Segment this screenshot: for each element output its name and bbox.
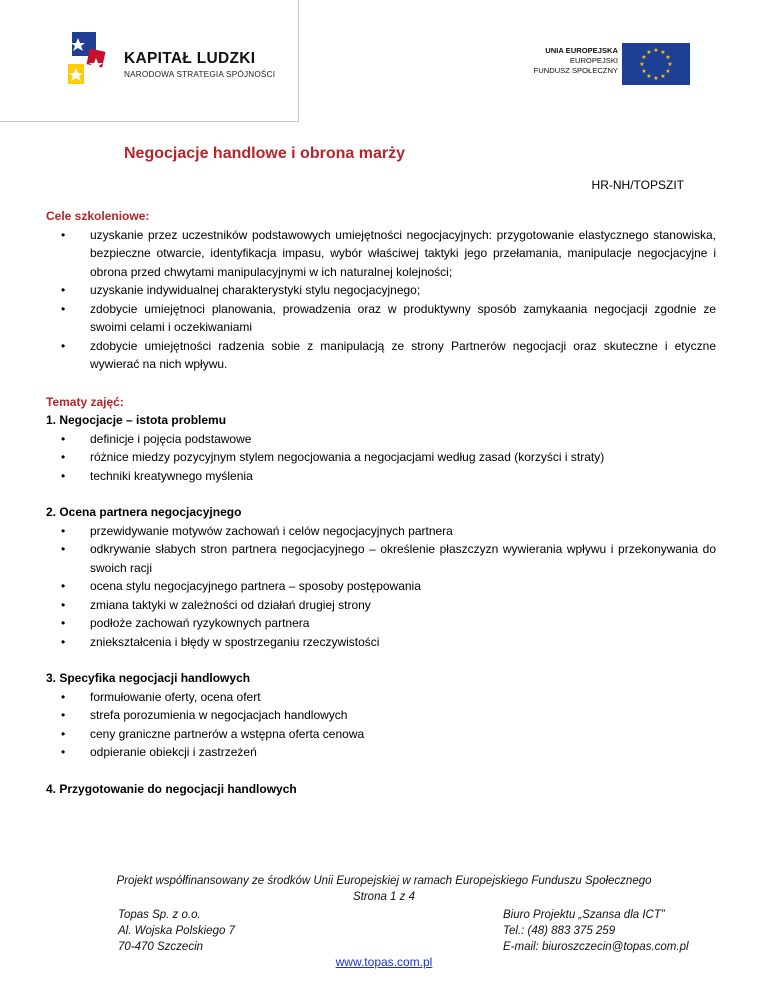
svg-text:★: ★	[653, 75, 659, 82]
document-title: Negocjacje handlowe i obrona marży	[124, 145, 405, 162]
list-item: • techniki kreatywnego myślenia	[46, 467, 716, 486]
list-item: • zdobycie umiejętności radzenia sobie z manipulacją ze strony Partnerów negocjacji oraz skuteczne i etyczne wywierać na nich wpływu.	[46, 337, 716, 374]
project-funding-note: Projekt współfinansowany ze środków Unii Europejskiej w ramach Europejskiego Funduszu Społecznego	[116, 875, 652, 887]
svg-text:★: ★	[646, 49, 652, 56]
list-item: • zniekształcenia i błędy w spostrzeganiu rzeczywistości	[46, 633, 716, 652]
section-title: 3. Specyfika negocjacji handlowych	[46, 671, 251, 685]
section-title: 4. Przygotowanie do negocjacji handlowych	[46, 781, 297, 796]
svg-text:★: ★	[653, 47, 659, 54]
project-office-contact	[503, 907, 689, 955]
list-item: • podłoże zachowań ryzykownych partnera	[46, 614, 716, 633]
list-item: • uzyskanie przez uczestników podstawowych umiejętności negocjacyjnych: przygotowanie elastycznego stanowiska, bezpieczne otwarcie, identyfikacja impasu, wybór właściwej taktyki jego przełamania, manipulacje negocjacyjne i obrona przed chwytami manipulacyjnymi w ich naturalnej kolejności;	[46, 226, 716, 282]
header-divider-vertical	[298, 0, 299, 121]
kapital-ludzki-logo-icon	[66, 30, 122, 86]
svg-text:★: ★	[665, 68, 671, 75]
eu-fund-label	[534, 46, 618, 76]
svg-text:★: ★	[641, 68, 647, 75]
section-list	[46, 522, 716, 652]
svg-text:★: ★	[660, 49, 666, 56]
document-body	[46, 207, 716, 798]
project-office-email: E-mail: biuroszczecin@topas.com.pl	[503, 941, 689, 953]
section-list	[46, 430, 716, 486]
section-title: 2. Ocena partnera negocjacyjnego	[46, 505, 242, 519]
svg-text:★: ★	[641, 54, 647, 61]
section-list	[46, 688, 716, 762]
course-code: HR-NH/TOPSZIT	[591, 178, 684, 192]
list-item: • zdobycie umiejętnoci planowania, prowadzenia oraz w produktywny sposób zamykaania negocjacji zgodnie ze swoimi celami i oczekiwaniami	[46, 300, 716, 337]
company-name: Topas Sp. z o.o.	[118, 909, 201, 921]
list-item: • ceny graniczne partnerów a wstępna oferta cenowa	[46, 725, 716, 744]
program-logo-subtitle: NARODOWA STRATEGIA SPÓJNOŚCI	[124, 70, 276, 79]
svg-text:★: ★	[665, 54, 671, 61]
page-footer	[0, 873, 768, 969]
company-address	[118, 907, 235, 955]
svg-text:★: ★	[667, 61, 673, 68]
eu-label-line2: EUROPEJSKI	[569, 56, 618, 65]
list-item: • odpieranie obiekcji i zastrzeżeń	[46, 743, 716, 762]
list-item: • zmiana taktyki w zależności od działań drugiej strony	[46, 596, 716, 615]
list-item: • odkrywanie słabych stron partnera negocjacyjnego – określenie płaszczyzn wywierania wpływu i przekonywania do swoich racji	[46, 540, 716, 577]
list-item: • różnice miedzy pozycyjnym stylem negocjowania a negocjacjami według zasad (korzyści i straty)	[46, 448, 716, 467]
list-item: • ocena stylu negocjacyjnego partnera – sposoby postępowania	[46, 577, 716, 596]
eu-label-line1: UNIA EUROPEJSKA	[545, 46, 618, 55]
project-office-phone: Tel.: (48) 883 375 259	[503, 925, 616, 937]
company-street: Al. Wojska Polskiego 7	[118, 925, 235, 937]
page-number: Strona 1 z 4	[352, 891, 415, 903]
goals-list	[46, 226, 716, 374]
list-item: • definicje i pojęcia podstawowe	[46, 430, 716, 449]
program-logo-title: KAPITAŁ LUDZKI	[124, 50, 256, 67]
project-office-name: Biuro Projektu „Szansa dla ICT”	[503, 909, 665, 921]
topics-heading: Tematy zajęć:	[46, 394, 124, 409]
website-link[interactable]: www.topas.com.pl	[335, 955, 433, 969]
list-item: • strefa porozumienia w negocjacjach handlowych	[46, 706, 716, 725]
list-item: • przewidywanie motywów zachowań i celów negocjacyjnych partnera	[46, 522, 716, 541]
list-item: • formułowanie oferty, ocena ofert	[46, 688, 716, 707]
section-title: 1. Negocjacje – istota problemu	[46, 413, 227, 427]
goals-heading: Cele szkoleniowe:	[46, 209, 150, 223]
page-header	[0, 0, 768, 125]
list-item: • uzyskanie indywidualnej charakterystyki stylu negocjacyjnego;	[46, 281, 716, 300]
company-city: 70-470 Szczecin	[118, 941, 204, 953]
svg-text:★: ★	[639, 61, 645, 68]
svg-text:★: ★	[646, 73, 652, 80]
eu-label-line3: FUNDUSZ SPOŁECZNY	[533, 66, 618, 75]
svg-text:★: ★	[660, 73, 666, 80]
header-divider-horizontal	[0, 121, 299, 122]
eu-flag-icon	[622, 43, 690, 85]
